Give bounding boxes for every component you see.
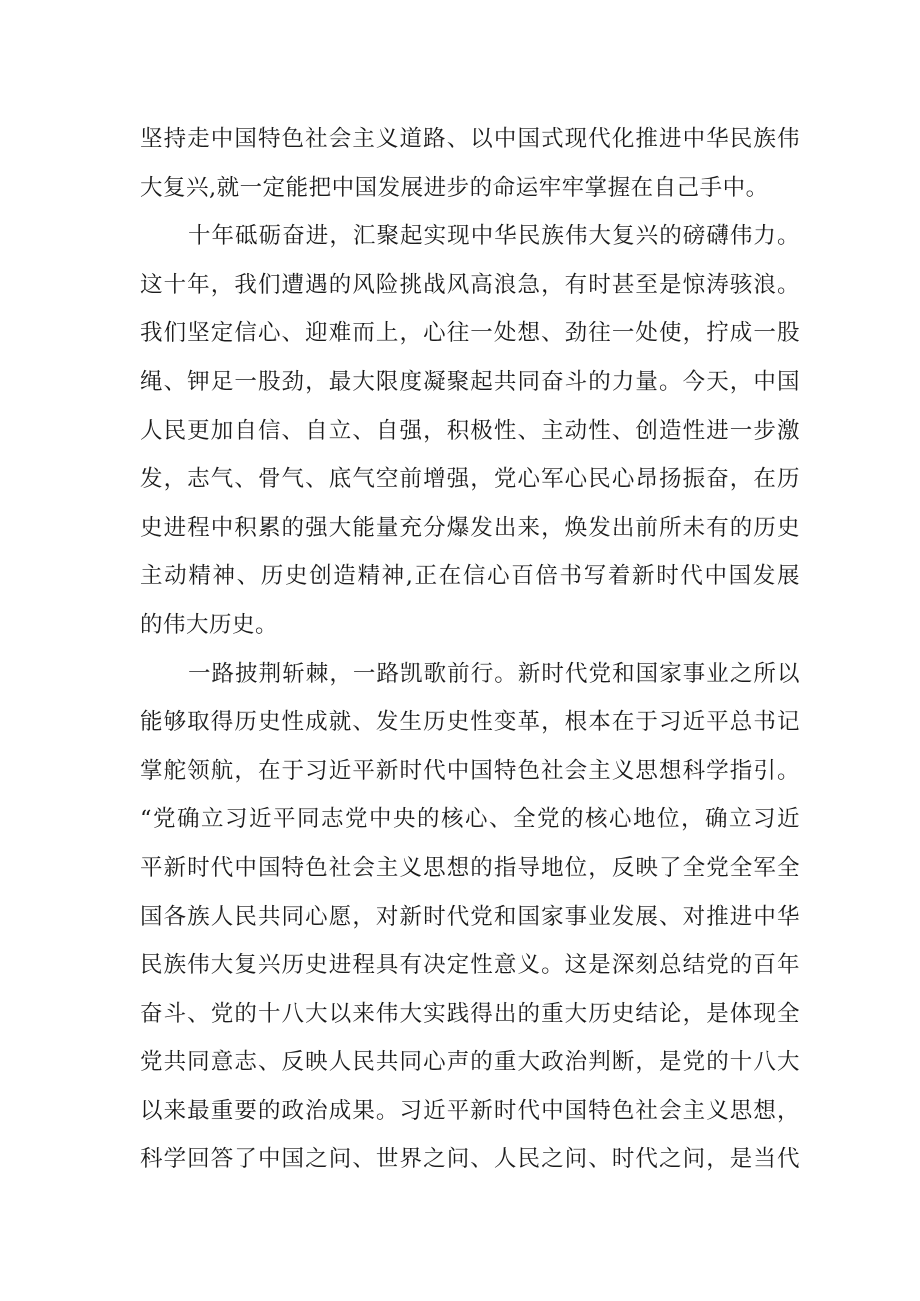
paragraph-1 (140, 115, 800, 212)
text-line: 国各族人民共同心愿，对新时代党和国家事业发展、对推进中华 (140, 903, 800, 930)
text-line: 我们坚定信心、迎难而上，心往一处想、劲往一处使，拧成一股 (140, 320, 800, 347)
paragraph-3 (140, 650, 800, 1185)
text-line: 一路披荆斩棘，一路凯歌前行。新时代党和国家事业之所以 (188, 660, 800, 687)
text-line: 的伟大历史。 (140, 611, 279, 638)
text-line: 奋斗、党的十八大以来伟大实践得出的重大历史结论，是体现全 (140, 1000, 800, 1027)
text-line: 以来最重要的政治成果。习近平新时代中国特色社会主义思想， (140, 1097, 800, 1124)
text-line: 科学回答了中国之问、世界之问、人民之问、时代之问，是当代 (140, 1146, 800, 1173)
text-line: 史进程中积累的强大能量充分爆发出来，焕发出前所未有的历史 (140, 514, 800, 541)
text-line: “党确立习近平同志党中央的核心、全党的核心地位，确立习近 (140, 806, 800, 833)
text-line: 这十年，我们遭遇的风险挑战风高浪急，有时甚至是惊涛骇浪。 (140, 271, 800, 298)
body-text (140, 115, 800, 1184)
text-line: 主动精神、历史创造精神,正在信心百倍书写着新时代中国发展 (140, 563, 800, 590)
text-line: 十年砥砺奋进，汇聚起实现中华民族伟大复兴的磅礴伟力。 (188, 223, 800, 250)
text-line: 党共同意志、反映人民共同心声的重大政治判断，是党的十八大 (140, 1049, 800, 1076)
text-line: 能够取得历史性成就、发生历史性变革，根本在于习近平总书记 (140, 709, 800, 736)
text-line: 人民更加自信、自立、自强，积极性、主动性、创造性进一步激 (140, 417, 800, 444)
text-line: 大复兴,就一定能把中国发展进步的命运牢牢掌握在自己手中。 (140, 174, 769, 201)
text-line: 绳、钾足一股劲，最大限度凝聚起共同奋斗的力量。今天，中国 (140, 368, 800, 395)
text-line: 掌舵领航，在于习近平新时代中国特色社会主义思想科学指引。 (140, 757, 800, 784)
paragraph-2 (140, 212, 800, 649)
text-line: 发，志气、骨气、底气空前增强，党心军心民心昂扬振奋，在历 (140, 466, 800, 493)
text-line: 民族伟大复兴历史进程具有决定性意义。这是深刻总结党的百年 (140, 952, 800, 979)
text-line: 坚持走中国特色社会主义道路、以中国式现代化推进中华民族伟 (140, 126, 800, 152)
text-line: 平新时代中国特色社会主义思想的指导地位，反映了全党全军全 (140, 854, 800, 881)
